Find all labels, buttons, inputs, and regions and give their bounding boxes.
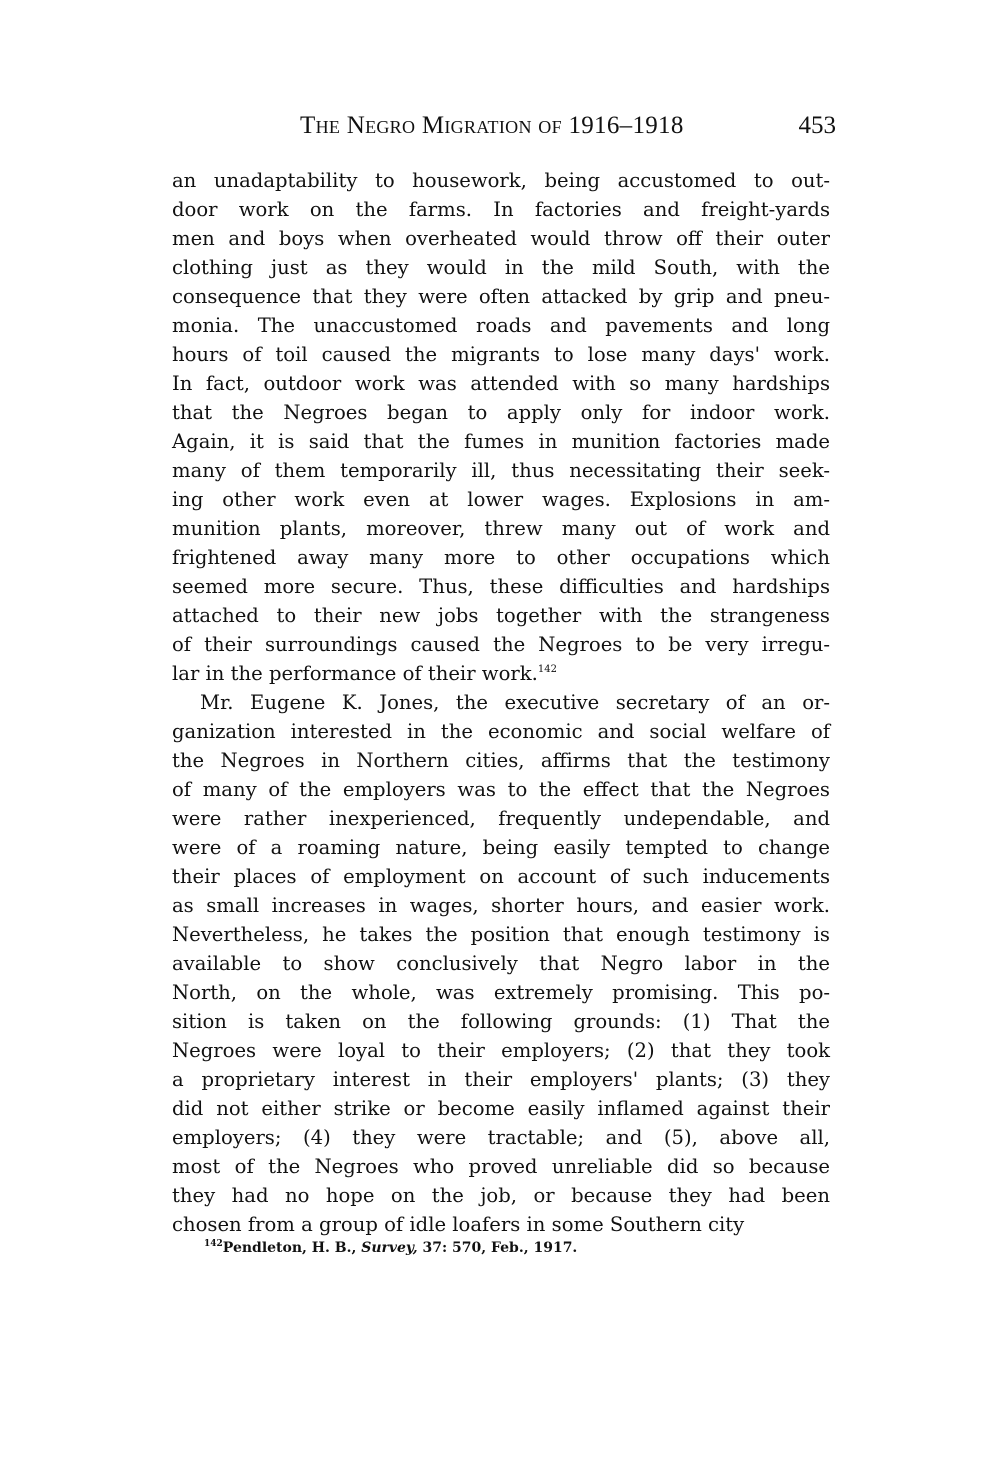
paragraph-2 [172,688,830,1239]
paragraph-1-line: frightened away many more to other occupations which [172,546,830,569]
paragraph-2-line: chosen from a group of idle loafers in some Southern city [172,1213,745,1236]
paragraph-1-line: monia. The unaccustomed roads and pavements and long [172,314,830,337]
paragraph-1-line: Again, it is said that the fumes in munition factories made [172,430,830,453]
paragraph-1-last-line [172,659,830,688]
paragraph-2-line: as small increases in wages, shorter hours, and easier work. [172,894,830,917]
paragraph-1-line: In fact, outdoor work was attended with so many hardships [172,372,830,395]
paragraph-1 [172,166,830,659]
paragraph-1-line: munition plants, moreover, threw many out of work and [172,517,830,540]
paragraph-1-line: clothing just as they would in the mild South, with the [172,256,830,279]
footnote-author: Pendleton, H. B., [222,1240,362,1256]
footnote-number: 142 [204,1239,223,1249]
body-text [172,166,830,1239]
paragraph-2-line: Nevertheless, he takes the position that enough testimony is [172,923,830,946]
running-title: The Negro Migration of 1916–1918 [300,112,684,139]
footnote-142 [204,1240,577,1256]
footnote-reference-142[interactable]: 142 [537,664,557,675]
paragraph-2-line: the Negroes in Northern cities, affirms that the testimony [172,749,830,772]
page-header [300,112,836,144]
paragraph-1-line: men and boys when overheated would throw off their outer [172,227,830,250]
paragraph-1-line: an unadaptability to housework, being accustomed to out- [172,169,830,192]
paragraph-1-line: consequence that they were often attacked by grip and pneu- [172,285,830,308]
page-number: 453 [798,112,836,139]
paragraph-2-line: were of a roaming nature, being easily tempted to change [172,836,830,859]
paragraph-1-line: attached to their new jobs together with the strangeness [172,604,830,627]
footnote-journal: Survey, [361,1240,418,1256]
paragraph-2-line: ganization interested in the economic and social welfare of [172,720,830,743]
paragraph-2-line: employers; (4) they were tractable; and (5), above all, [172,1126,830,1149]
paragraph-2-line: sition is taken on the following grounds: (1) That the [172,1010,830,1033]
paragraph-2-line: most of the Negroes who proved unreliable did so because [172,1155,830,1178]
paragraph-2-line: did not either strike or become easily inflamed against their [172,1097,830,1120]
paragraph-1-line: many of them temporarily ill, thus necessitating their seek- [172,459,830,482]
paragraph-2-line: a proprietary interest in their employers' plants; (3) they [172,1068,830,1091]
paragraph-2-line: North, on the whole, was extremely promising. This po- [172,981,830,1004]
paragraph-1-last-line-text: lar in the performance of their work. [172,662,538,685]
paragraph-1-line: that the Negroes began to apply only for indoor work. [172,401,830,424]
paragraph-1-line: hours of toil caused the migrants to lose many days' work. [172,343,830,366]
footnote-details: 37: 570, Feb., 1917. [417,1240,578,1256]
paragraph-2-line: were rather inexperienced, frequently undependable, and [172,807,830,830]
paragraph-2-line: they had no hope on the job, or because they had been [172,1184,830,1207]
paragraph-2-line: Negroes were loyal to their employers; (2) that they took [172,1039,830,1062]
paragraph-1-line: of their surroundings caused the Negroes to be very irregu- [172,633,830,656]
paragraph-2-line: their places of employment on account of such inducements [172,865,830,888]
paragraph-2-line: of many of the employers was to the effect that the Negroes [172,778,830,801]
paragraph-1-line: ing other work even at lower wages. Explosions in am- [172,488,830,511]
paragraph-2-line: available to show conclusively that Negro labor in the [172,952,830,975]
paragraph-1-line: seemed more secure. Thus, these difficulties and hardships [172,575,830,598]
paragraph-1-line: door work on the farms. In factories and freight-yards [172,198,830,221]
paragraph-2-line: Mr. Eugene K. Jones, the executive secretary of an or- [200,691,830,714]
